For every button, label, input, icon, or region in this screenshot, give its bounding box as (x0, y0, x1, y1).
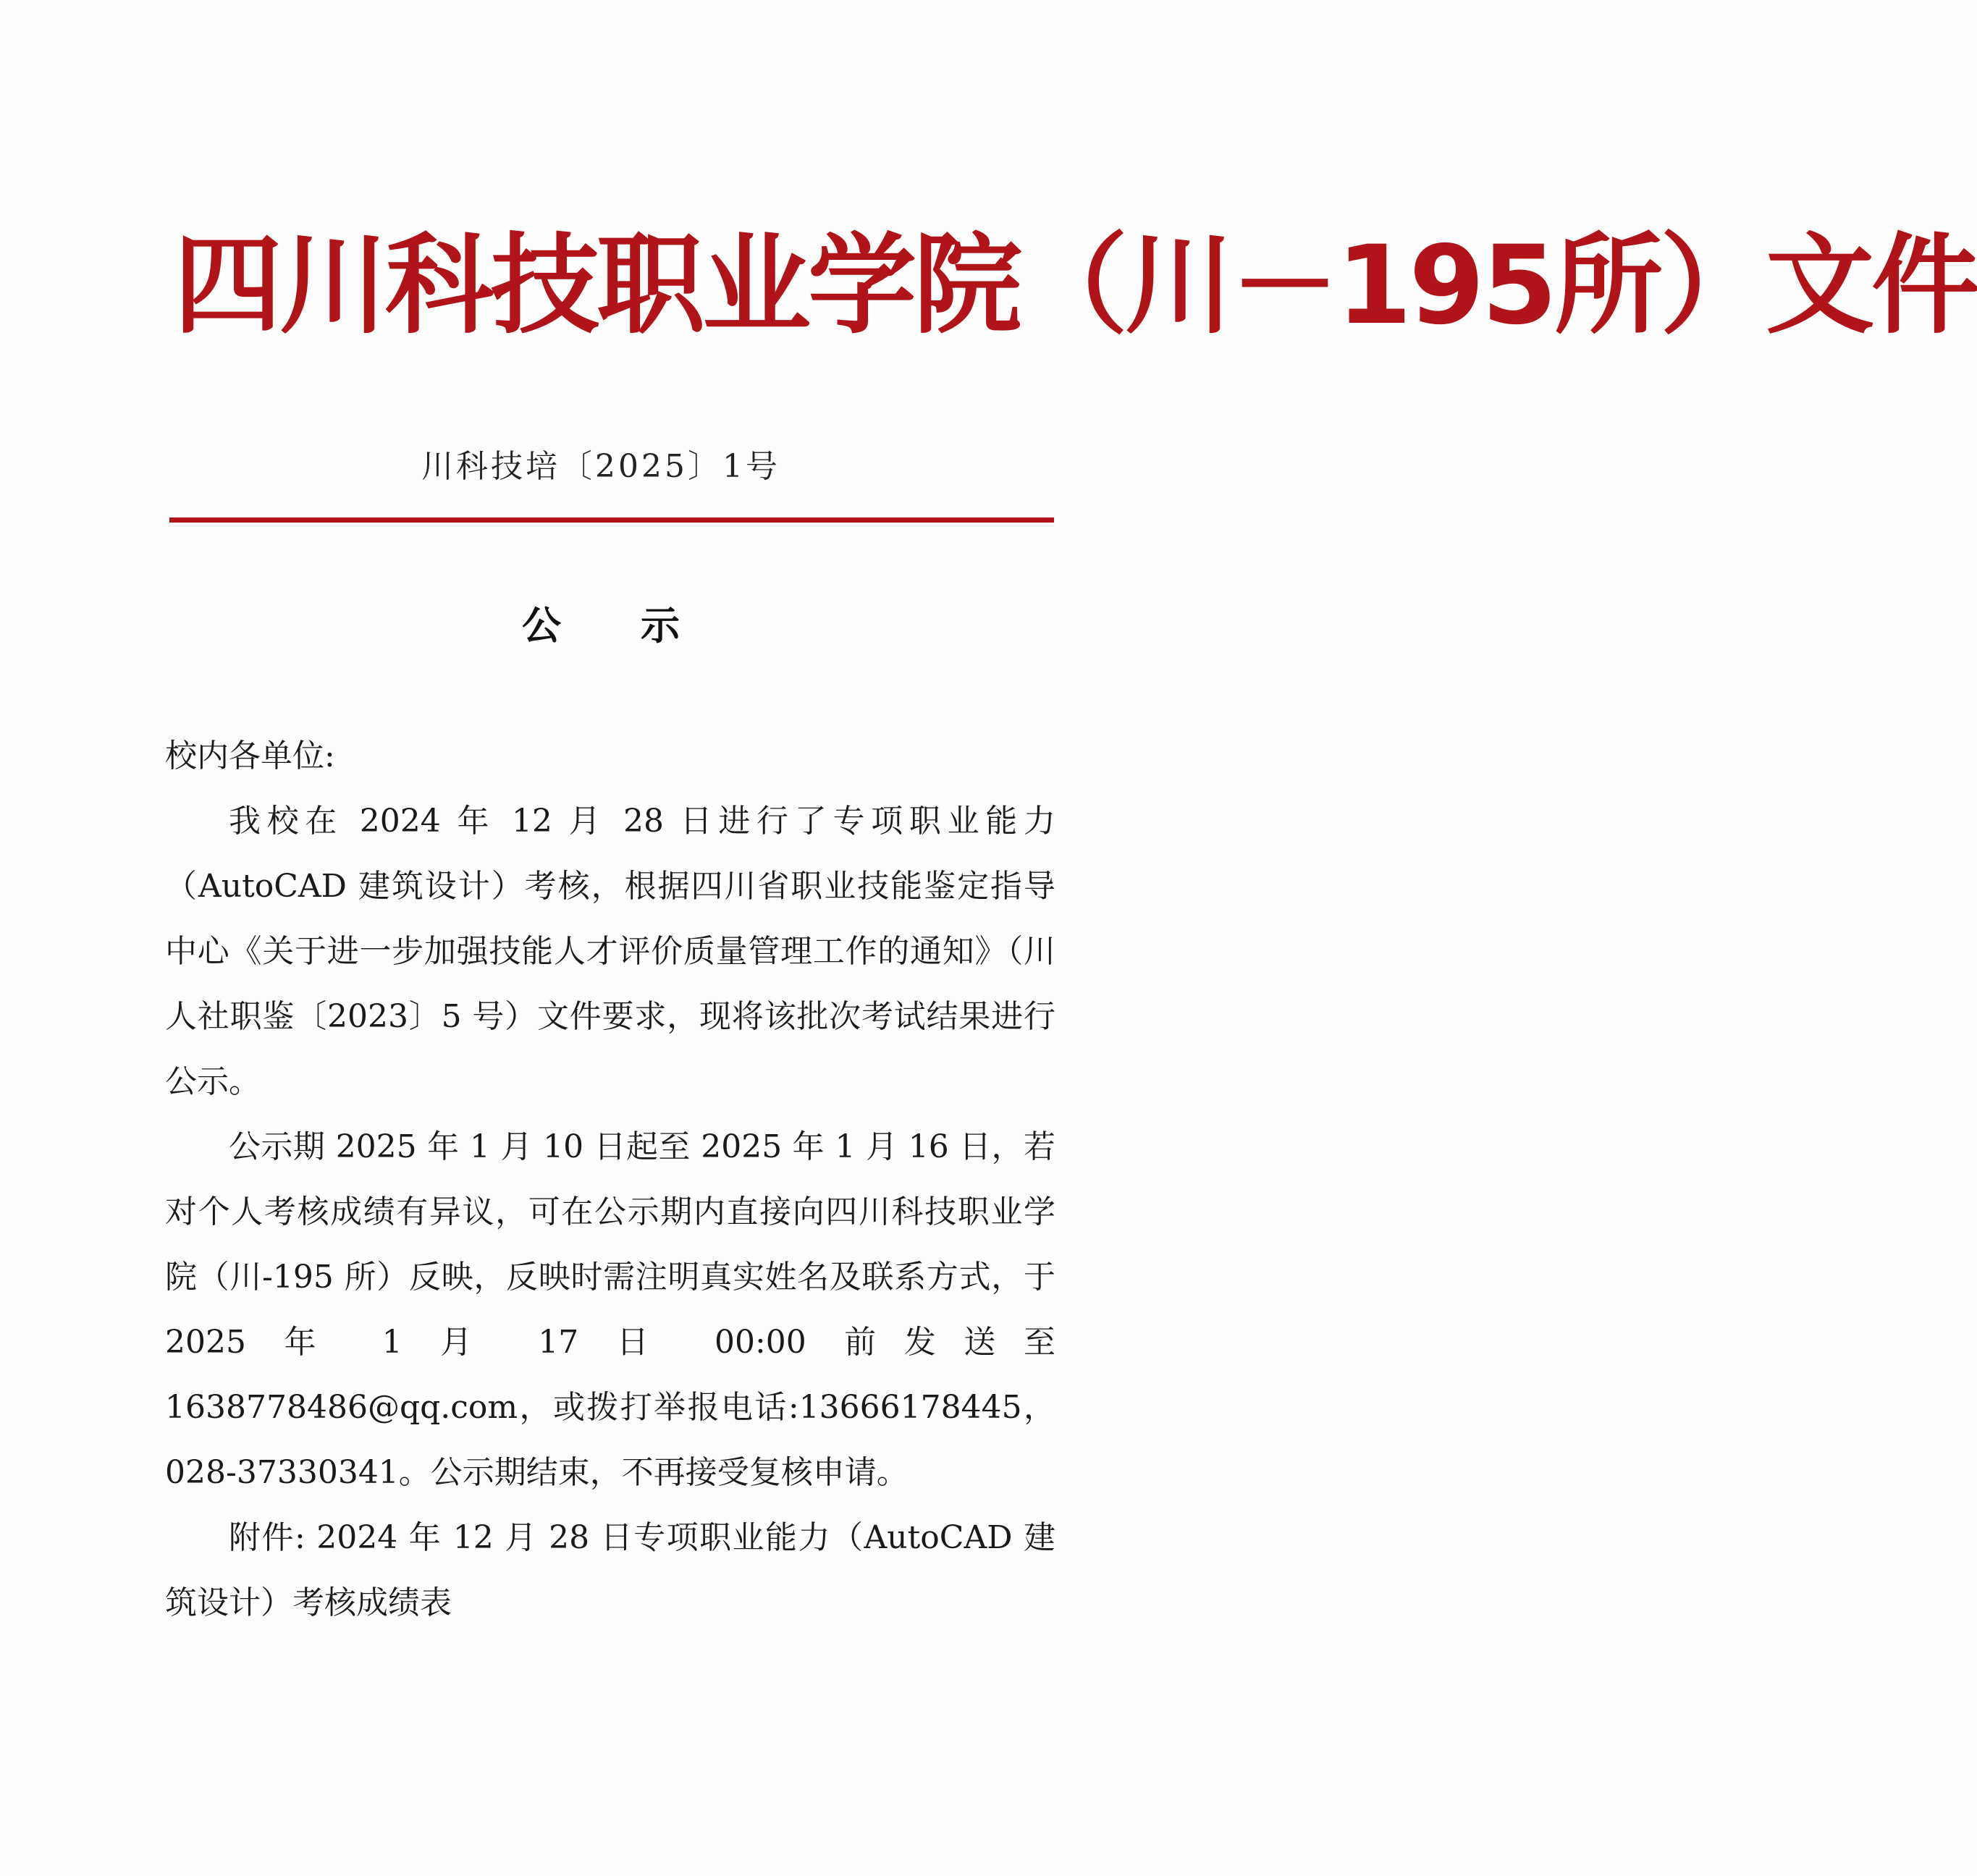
document-body (165, 724, 1055, 1636)
attachment-note: 附件: 2024 年 12 月 28 日专项职业能力（AutoCAD 建筑设计）考核成绩表 (165, 1519, 1055, 1621)
body-paragraph: 公示期 2025 年 1 月 10 日起至 2025 年 1 月 16 日，若对个人考核成绩有异议，可在公示期内直接向四川科技职业学院（川-195 所）反映，反映时需注明真实姓名及联系方式，于 2025 年 1 月 17 日 00:00 前发送至 1638778486@qq.com，或拨打举报电话:13666178445，028-37330341。公示期结束，不再接受复核申请。 (165, 1128, 1055, 1491)
salutation: 校内各单位: (165, 738, 335, 774)
notice-title: 公示 (522, 603, 759, 648)
issuer-header-title: 四川科技职业学院（川－195所）文件 (174, 223, 1977, 349)
body-paragraph: 我校在 2024 年 12 月 28 日进行了专项职业能力（AutoCAD 建筑设计）考核，根据四川省职业技能鉴定指导中心《关于进一步加强技能人才评价质量管理工作的通知》（川人社职鉴〔2023〕5 号）文件要求，现将该批次考试结果进行公示。 (165, 803, 1055, 1100)
red-separator-line (169, 517, 1054, 523)
document-number: 川科技培〔2025〕1号 (421, 448, 780, 485)
